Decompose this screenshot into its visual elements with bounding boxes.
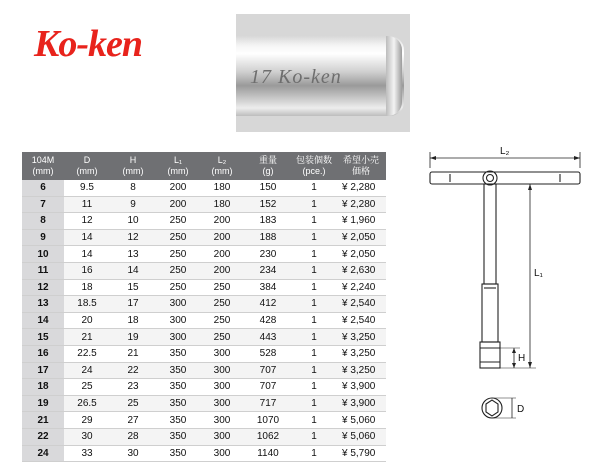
table-cell: 180 (200, 196, 244, 213)
table-cell: 25 (64, 379, 110, 396)
table-row (22, 246, 386, 263)
size-cell: 11 (22, 262, 64, 279)
size-cell: 7 (22, 196, 64, 213)
column-header (200, 152, 244, 180)
column-header-line1: 重量 (258, 155, 277, 165)
table-cell: 1 (292, 262, 336, 279)
h-dimension (500, 348, 520, 368)
column-header-line1: L₁ (173, 155, 183, 165)
table-cell: 300 (200, 412, 244, 429)
table-cell: 29 (64, 412, 110, 429)
table-row (22, 296, 386, 313)
table-cell: 1 (292, 196, 336, 213)
column-header-line2: (pce.) (302, 166, 326, 176)
table-cell: 250 (156, 279, 200, 296)
product-photo (236, 14, 410, 132)
table-cell: 300 (200, 379, 244, 396)
column-header-line1: 包装個数 (295, 155, 332, 165)
size-cell: 21 (22, 412, 64, 429)
table-row (22, 312, 386, 329)
table-cell: 26.5 (64, 395, 110, 412)
table-cell: 1 (292, 445, 336, 462)
table-cell: 12 (110, 229, 156, 246)
size-cell: 18 (22, 379, 64, 396)
table-cell: 14 (64, 229, 110, 246)
column-header-line1: H (129, 155, 137, 165)
size-cell: 10 (22, 246, 64, 263)
size-cell: 9 (22, 229, 64, 246)
column-header-line2: (mm) (211, 166, 233, 176)
label-l2: L₂ (500, 146, 510, 157)
table-cell: 250 (200, 329, 244, 346)
label-d: D (517, 404, 525, 415)
table-cell: 300 (200, 345, 244, 362)
vertical-shaft (480, 184, 500, 368)
price-cell: ¥ 3,900 (336, 395, 386, 412)
table-cell: 1 (292, 279, 336, 296)
table-cell: 13 (110, 246, 156, 263)
table-row (22, 395, 386, 412)
table-cell: 1 (292, 412, 336, 429)
table-cell: 152 (244, 196, 292, 213)
table-row (22, 412, 386, 429)
price-cell: ¥ 2,280 (336, 180, 386, 196)
table-cell: 300 (156, 329, 200, 346)
table-cell: 250 (156, 213, 200, 230)
size-cell: 16 (22, 345, 64, 362)
table-cell: 33 (64, 445, 110, 462)
table-cell: 200 (200, 229, 244, 246)
table-cell: 20 (64, 312, 110, 329)
table-cell: 200 (156, 196, 200, 213)
column-header (156, 152, 200, 180)
table-cell: 250 (156, 229, 200, 246)
price-cell: ¥ 2,240 (336, 279, 386, 296)
table-cell: 1 (292, 229, 336, 246)
dimension-diagram (420, 138, 590, 428)
logo-text: Ko-ken (34, 23, 142, 65)
table-cell: 300 (200, 395, 244, 412)
size-cell: 12 (22, 279, 64, 296)
table-cell: 707 (244, 379, 292, 396)
table-row (22, 180, 386, 196)
price-cell: ¥ 2,280 (336, 196, 386, 213)
column-header (244, 152, 292, 180)
table-row (22, 196, 386, 213)
engraving-brand: Ko-ken (278, 66, 342, 88)
size-cell: 14 (22, 312, 64, 329)
table-cell: 1 (292, 180, 336, 196)
table-cell: 1 (292, 362, 336, 379)
price-cell: ¥ 2,540 (336, 312, 386, 329)
table-cell: 300 (156, 312, 200, 329)
table-cell: 30 (110, 445, 156, 462)
table-row (22, 345, 386, 362)
table-cell: 23 (110, 379, 156, 396)
column-header-line1: 希望小売 (342, 155, 379, 165)
label-l1: L₁ (534, 268, 543, 279)
table-cell: 300 (200, 445, 244, 462)
table-cell: 350 (156, 445, 200, 462)
table-cell: 18 (110, 312, 156, 329)
table-cell: 1070 (244, 412, 292, 429)
table-cell: 24 (64, 362, 110, 379)
table-cell: 528 (244, 345, 292, 362)
table-cell: 350 (156, 428, 200, 445)
price-cell: ¥ 5,790 (336, 445, 386, 462)
table-cell: 18 (64, 279, 110, 296)
price-cell: ¥ 3,250 (336, 329, 386, 346)
column-header (336, 152, 386, 180)
table-cell: 1 (292, 329, 336, 346)
table-cell: 707 (244, 362, 292, 379)
table-cell: 250 (200, 296, 244, 313)
table-cell: 717 (244, 395, 292, 412)
table-cell: 1 (292, 395, 336, 412)
column-header-line1: 104M (31, 155, 55, 165)
column-header-line2: (mm) (32, 166, 54, 176)
table-cell: 443 (244, 329, 292, 346)
table-cell: 350 (156, 395, 200, 412)
table-cell: 22.5 (64, 345, 110, 362)
column-header-line2: (mm) (76, 166, 98, 176)
table-cell: 150 (244, 180, 292, 196)
table-cell: 10 (110, 213, 156, 230)
table-cell: 15 (110, 279, 156, 296)
engraving-size: 17 (250, 66, 272, 88)
table-cell: 200 (200, 213, 244, 230)
table-cell: 300 (156, 296, 200, 313)
table-cell: 19 (110, 329, 156, 346)
price-cell: ¥ 2,630 (336, 262, 386, 279)
l1-dimension (496, 184, 536, 368)
table-cell: 28 (110, 428, 156, 445)
table-cell: 200 (200, 262, 244, 279)
table-cell: 234 (244, 262, 292, 279)
size-cell: 22 (22, 428, 64, 445)
size-cell: 6 (22, 180, 64, 196)
table-row (22, 279, 386, 296)
socket-end-view (482, 398, 516, 418)
table-row (22, 428, 386, 445)
table-header-row (22, 152, 386, 180)
price-cell: ¥ 3,250 (336, 362, 386, 379)
table-row (22, 362, 386, 379)
price-cell: ¥ 2,050 (336, 246, 386, 263)
table-cell: 21 (110, 345, 156, 362)
column-header-line2: (mm) (122, 166, 144, 176)
table-cell: 350 (156, 362, 200, 379)
size-cell: 19 (22, 395, 64, 412)
price-cell: ¥ 5,060 (336, 428, 386, 445)
table-cell: 428 (244, 312, 292, 329)
table-cell: 350 (156, 379, 200, 396)
price-cell: ¥ 5,060 (336, 412, 386, 429)
table-cell: 1 (292, 379, 336, 396)
table-cell: 1 (292, 312, 336, 329)
size-cell: 15 (22, 329, 64, 346)
table-cell: 200 (156, 180, 200, 196)
table-cell: 1062 (244, 428, 292, 445)
table-row (22, 445, 386, 462)
table-row (22, 213, 386, 230)
table-cell: 350 (156, 412, 200, 429)
table-cell: 188 (244, 229, 292, 246)
table-cell: 21 (64, 329, 110, 346)
price-cell: ¥ 2,540 (336, 296, 386, 313)
table-cell: 350 (156, 345, 200, 362)
size-cell: 8 (22, 213, 64, 230)
column-header-line2: (g) (262, 166, 274, 176)
price-cell: ¥ 3,900 (336, 379, 386, 396)
photo-engraving (250, 66, 342, 89)
table-cell: 1 (292, 213, 336, 230)
table-cell: 22 (110, 362, 156, 379)
column-header-line2: 価格 (351, 166, 370, 176)
table-cell: 180 (200, 180, 244, 196)
table-row (22, 229, 386, 246)
label-h: H (518, 353, 526, 364)
table-cell: 200 (200, 246, 244, 263)
size-cell: 24 (22, 445, 64, 462)
table-cell: 183 (244, 213, 292, 230)
table-cell: 8 (110, 180, 156, 196)
table-cell: 14 (110, 262, 156, 279)
table-cell: 9.5 (64, 180, 110, 196)
table-row (22, 379, 386, 396)
size-cell: 17 (22, 362, 64, 379)
table-cell: 384 (244, 279, 292, 296)
table-cell: 412 (244, 296, 292, 313)
table-cell: 1 (292, 246, 336, 263)
cross-handle (430, 171, 580, 185)
table-cell: 30 (64, 428, 110, 445)
column-header (22, 152, 64, 180)
column-header (64, 152, 110, 180)
table-cell: 11 (64, 196, 110, 213)
price-cell: ¥ 2,050 (336, 229, 386, 246)
table-cell: 250 (156, 262, 200, 279)
price-cell: ¥ 3,250 (336, 345, 386, 362)
table-cell: 1 (292, 296, 336, 313)
table-cell: 1140 (244, 445, 292, 462)
table-cell: 1 (292, 428, 336, 445)
table-cell: 17 (110, 296, 156, 313)
column-header-line1: D (83, 155, 91, 165)
table-cell: 1 (292, 345, 336, 362)
table-row (22, 329, 386, 346)
table-cell: 300 (200, 362, 244, 379)
tool-end-cap-image (386, 36, 402, 116)
column-header-line2: (mm) (167, 166, 189, 176)
table-cell: 14 (64, 246, 110, 263)
table-cell: 27 (110, 412, 156, 429)
column-header (110, 152, 156, 180)
table-cell: 230 (244, 246, 292, 263)
table-cell: 9 (110, 196, 156, 213)
koken-logo (34, 22, 142, 66)
price-cell: ¥ 1,960 (336, 213, 386, 230)
table-cell: 12 (64, 213, 110, 230)
spec-table (22, 152, 386, 462)
table-cell: 250 (156, 246, 200, 263)
table-cell: 300 (200, 428, 244, 445)
table-cell: 25 (110, 395, 156, 412)
table-cell: 16 (64, 262, 110, 279)
column-header-line1: L₂ (217, 155, 227, 165)
table-cell: 18.5 (64, 296, 110, 313)
table-cell: 250 (200, 279, 244, 296)
size-cell: 13 (22, 296, 64, 313)
table-cell: 250 (200, 312, 244, 329)
column-header (292, 152, 336, 180)
table-row (22, 262, 386, 279)
